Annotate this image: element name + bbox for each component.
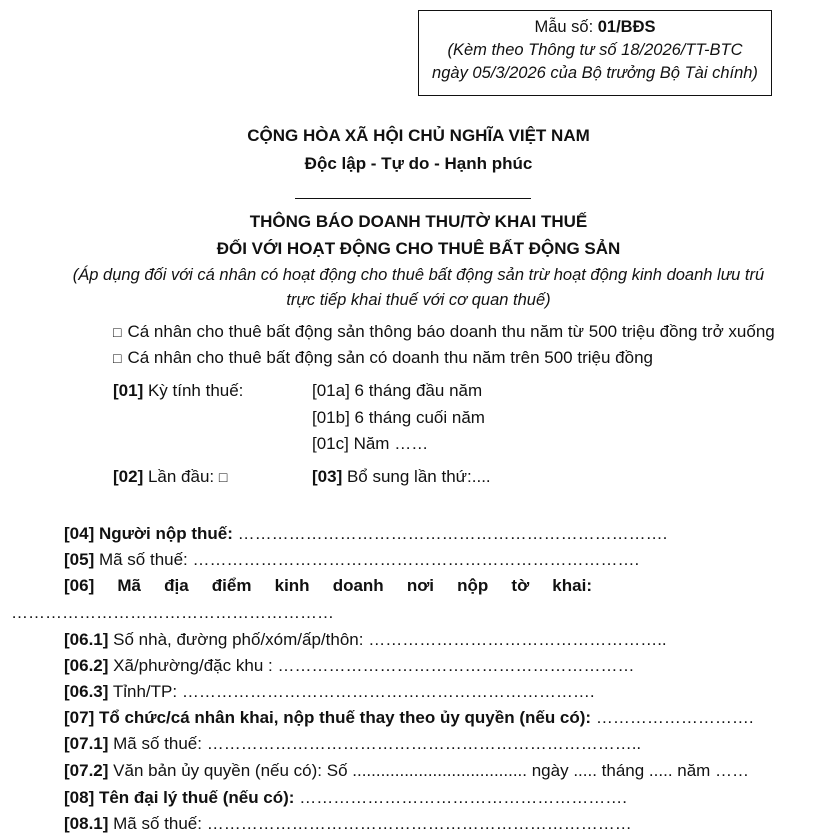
tax-period-first-half[interactable]: [01a] 6 tháng đầu năm	[312, 381, 483, 400]
authorization-document-label: Văn bản ủy quyền (nếu có): Số	[108, 761, 353, 780]
authorized-tax-code-field[interactable]	[64, 734, 641, 754]
option-under-500m[interactable]	[113, 322, 775, 342]
tax-agent-label: [08] Tên đại lý thuế (nếu có):	[64, 788, 295, 807]
authorized-tax-code-dots: …………………………………………………………………..	[206, 734, 642, 753]
tax-period-year[interactable]: [01c] Năm ……	[312, 434, 429, 453]
option-over-500m[interactable]	[113, 348, 653, 368]
first-time-field[interactable]	[113, 467, 227, 487]
authorization-document-code: [07.2]	[64, 761, 109, 780]
tax-code-field[interactable]	[64, 550, 639, 570]
nation-title: CỘNG HÒA XÃ HỘI CHỦ NGHĨA VIỆT NAM	[247, 126, 590, 145]
taxpayer-dots: ………………………………………………………………….	[232, 524, 668, 543]
business-location-dots[interactable]: …………………………………………………	[11, 603, 334, 622]
authorized-filer-field[interactable]	[64, 708, 754, 728]
tax-agent-code-dots: …………………………………………………………………	[206, 814, 632, 833]
option-under-500m-label: Cá nhân cho thuê bất động sản thông báo doanh thu năm từ 500 triệu đồng trở xuống	[127, 322, 775, 341]
checkbox-icon[interactable]: □	[218, 469, 228, 485]
tax-agent-code-field[interactable]	[64, 814, 632, 834]
form-number-code: 01/BĐS	[597, 18, 656, 36]
tax-code-code: [05]	[64, 550, 95, 569]
doc-title-line2: ĐỐI VỚI HOẠT ĐỘNG CHO THUÊ BẤT ĐỘNG SẢN	[216, 239, 621, 258]
business-location-word: khai:	[552, 576, 592, 595]
tax-code-dots: …………………………………………………………………….	[192, 550, 640, 569]
form-number-box	[418, 10, 772, 96]
business-location-word: kinh	[274, 576, 310, 595]
taxpayer-field[interactable]	[64, 524, 667, 544]
business-location-word: Mã	[117, 576, 141, 595]
tax-period-code: [01]	[113, 381, 144, 400]
tax-agent-code-label: Mã số thuế:	[108, 814, 207, 833]
doc-subtitle-line2: trực tiếp khai thuế với cơ quan thuế)	[286, 291, 551, 309]
address-ward-field[interactable]	[64, 656, 634, 676]
form-circular-ref: (Kèm theo Thông tư số 18/2026/TT-BTC	[447, 41, 743, 59]
address-province-code: [06.3]	[64, 682, 109, 701]
business-location-word: nộp	[457, 576, 489, 595]
address-ward-code: [06.2]	[64, 656, 109, 675]
first-time-code: [02]	[113, 467, 144, 486]
address-ward-label: Xã/phường/đặc khu :	[108, 656, 278, 675]
taxpayer-label: [04] Người nộp thuế:	[64, 524, 233, 543]
business-location-word: địa	[164, 576, 189, 595]
supplement-label: Bổ sung lần thứ:....	[342, 467, 491, 486]
tax-period-label	[113, 381, 243, 401]
address-province-dots: ……………………………………………………………….	[181, 682, 595, 701]
form-number-prefix: Mẫu số:	[534, 18, 598, 36]
option-over-500m-label: Cá nhân cho thuê bất động sản có doanh thu năm trên 500 triệu đồng	[127, 348, 653, 367]
supplement-code: [03]	[312, 467, 343, 486]
authorized-tax-code-label: Mã số thuế:	[108, 734, 207, 753]
address-street-label: Số nhà, đường phố/xóm/ấp/thôn:	[108, 630, 369, 649]
authorization-document-field[interactable]	[64, 761, 749, 781]
address-street-field[interactable]	[64, 630, 667, 650]
tax-agent-field[interactable]	[64, 788, 627, 808]
doc-subtitle-line1: (Áp dụng đối với cá nhân có hoạt động cho thuê bất động sản trừ hoạt động kinh doanh lưu trú	[72, 266, 765, 284]
business-location-word: điểm	[211, 576, 252, 595]
business-location-word: [06]	[64, 576, 95, 595]
address-province-label: Tỉnh/TP:	[108, 682, 182, 701]
doc-title-line1: THÔNG BÁO DOANH THU/TỜ KHAI THUẾ	[249, 212, 588, 231]
form-number-line	[419, 16, 771, 39]
authorization-document-tail: ..................................... ngày ..... tháng ..... năm ……	[352, 761, 750, 780]
checkbox-icon[interactable]: □	[113, 350, 122, 366]
business-location-label	[64, 576, 592, 596]
tax-period-text: Kỳ tính thuế:	[143, 381, 244, 400]
address-street-code: [06.1]	[64, 630, 109, 649]
authorized-filer-label: [07] Tổ chức/cá nhân khai, nộp thuế thay theo ủy quyền (nếu có):	[64, 708, 592, 727]
address-ward-dots: ………………………………………………………	[277, 656, 635, 675]
tax-period-second-half[interactable]: [01b] 6 tháng cuối năm	[312, 408, 485, 427]
form-circular-date: ngày 05/3/2026 của Bộ trưởng Bộ Tài chính)	[432, 64, 758, 82]
business-location-word: doanh	[332, 576, 384, 595]
business-location-word: nơi	[406, 576, 435, 595]
nation-motto: Độc lập - Tự do - Hạnh phúc	[304, 154, 533, 173]
checkbox-icon[interactable]: □	[113, 324, 122, 340]
tax-agent-dots: ………………………………………………….	[294, 788, 627, 807]
tax-agent-code-code: [08.1]	[64, 814, 109, 833]
first-time-label: Lần đầu:	[143, 467, 219, 486]
header-divider	[295, 198, 531, 199]
business-location-word: tờ	[511, 576, 530, 595]
tax-code-label: Mã số thuế:	[94, 550, 193, 569]
authorized-tax-code-code: [07.1]	[64, 734, 109, 753]
address-province-field[interactable]	[64, 682, 595, 702]
supplement-field[interactable]	[312, 467, 491, 487]
address-street-dots: ……………………………………………..	[368, 630, 667, 649]
authorized-filer-dots: ……………………….	[591, 708, 754, 727]
